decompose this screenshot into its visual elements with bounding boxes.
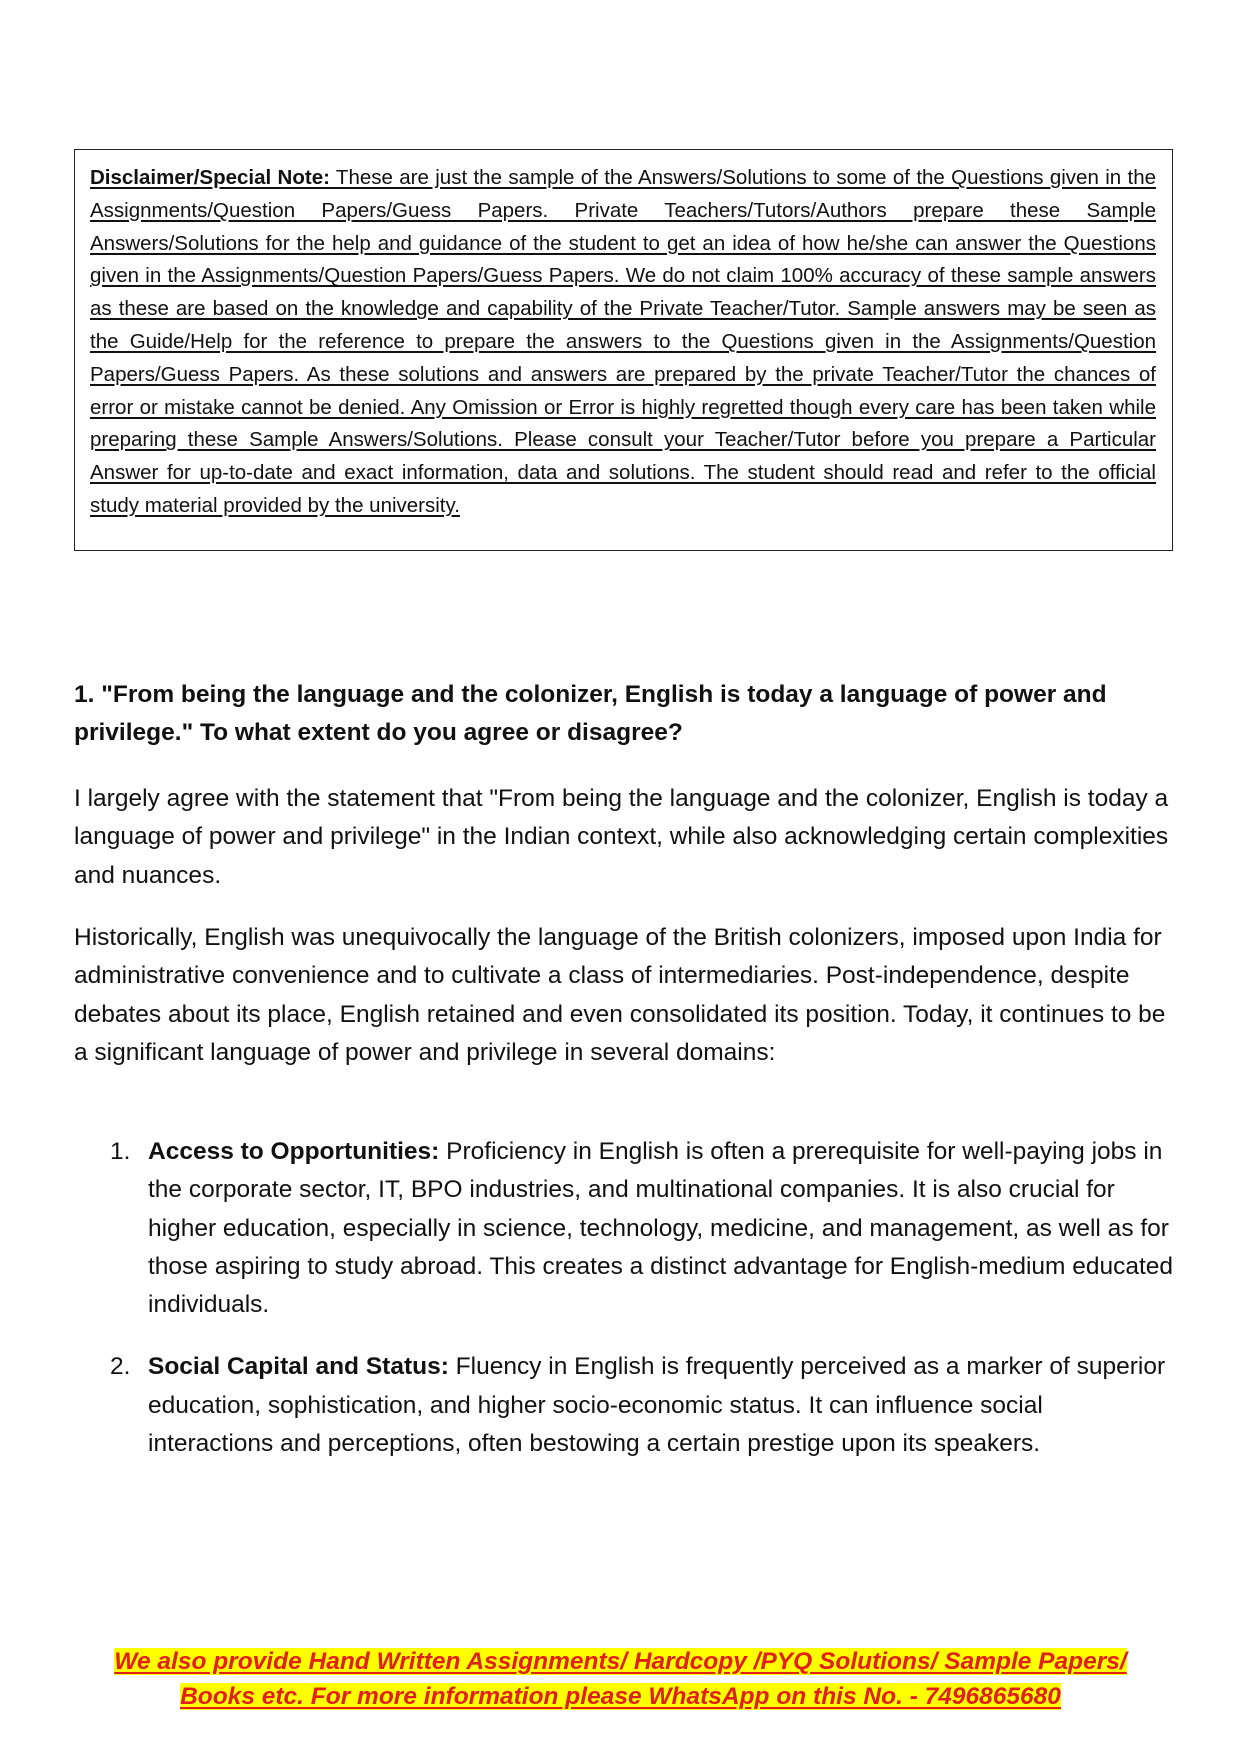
list-item-number: 1.	[110, 1138, 131, 1165]
footer-line-2: Books etc. For more information please WhatsApp on this No. - 7496865680	[180, 1683, 1061, 1710]
answer-paragraph-2: Historically, English was unequivocally the language of the British colonizers, imposed upon India for administrative convenience and to cultivate a class of intermediaries. Post-independence, despite debates about its place, English retained and even consolidated its position. Today, it continues to be a significant language of power and privilege in several domains:	[74, 924, 1166, 1066]
disclaimer-text	[90, 162, 1156, 523]
list-item-text: Fluency in English is frequently perceived as a marker of superior education, sophistication, and higher socio-economic status. It can influence social interactions and perceptions, often bestowing a certain prestige upon its speakers.	[148, 1353, 1166, 1458]
list-item	[74, 1133, 1174, 1324]
footer-line-1: We also provide Hand Written Assignments/ Hardcopy /PYQ Solutions/ Sample Papers/	[114, 1648, 1127, 1675]
question-title: 1. "From being the language and the colonizer, English is today a language of power and privilege." To what extent do you agree or disagree?	[74, 681, 1107, 746]
disclaimer-box	[74, 149, 1173, 551]
answer-points-list	[74, 1133, 1174, 1463]
list-item-number: 2.	[110, 1353, 131, 1381]
disclaimer-body: These are just the sample of the Answers/Solutions to some of the Questions given in the Assignments/Question Papers/Guess Papers. Private Teachers/Tutors/Authors prepare these Sample Answers/Solutions for the help and guidance of the student to get an idea of how he/she can answer the Questions given in the Assignments/Question Papers/Guess Papers. We do not claim 100% accuracy of these sample answers as these are based on the knowledge and capability of the Private Teacher/Tutor. Sample answers may be seen as the Guide/Help for the reference to prepare the answers to the Questions given in the Assignments/Question Papers/Guess Papers. As these solutions and answers are prepared by the private Teacher/Tutor the chances of error or mistake cannot be denied. Any Omission or Error is highly regretted though every care has been taken while preparing these Sample Answers/Solutions. Please consult your Teacher/Tutor before you prepare a Particular Answer for up-to-date and exact information, data and solutions. The student should read and refer to the official study material provided by the university.	[90, 166, 1157, 517]
list-item-heading: Access to Opportunities:	[148, 1138, 440, 1165]
list-item-heading: Social Capital and Status:	[148, 1353, 449, 1381]
list-item	[74, 1348, 1174, 1463]
list-item-text: Proficiency in English is often a prerequisite for well-paying jobs in the corporate sector, IT, BPO industries, and multinational companies. It is also crucial for higher education, especially in science, technology, medicine, and management, as well as for those aspiring to study abroad. This creates a distinct advantage for English-medium educated individuals.	[148, 1138, 1174, 1319]
footer-promo	[0, 1644, 1241, 1714]
disclaimer-label: Disclaimer/Special Note:	[90, 166, 330, 189]
answer-paragraph-1: I largely agree with the statement that "From being the language and the colonizer, English is today a language of power and privilege" in the Indian context, while also acknowledging certain complexities and nuances.	[74, 785, 1169, 889]
